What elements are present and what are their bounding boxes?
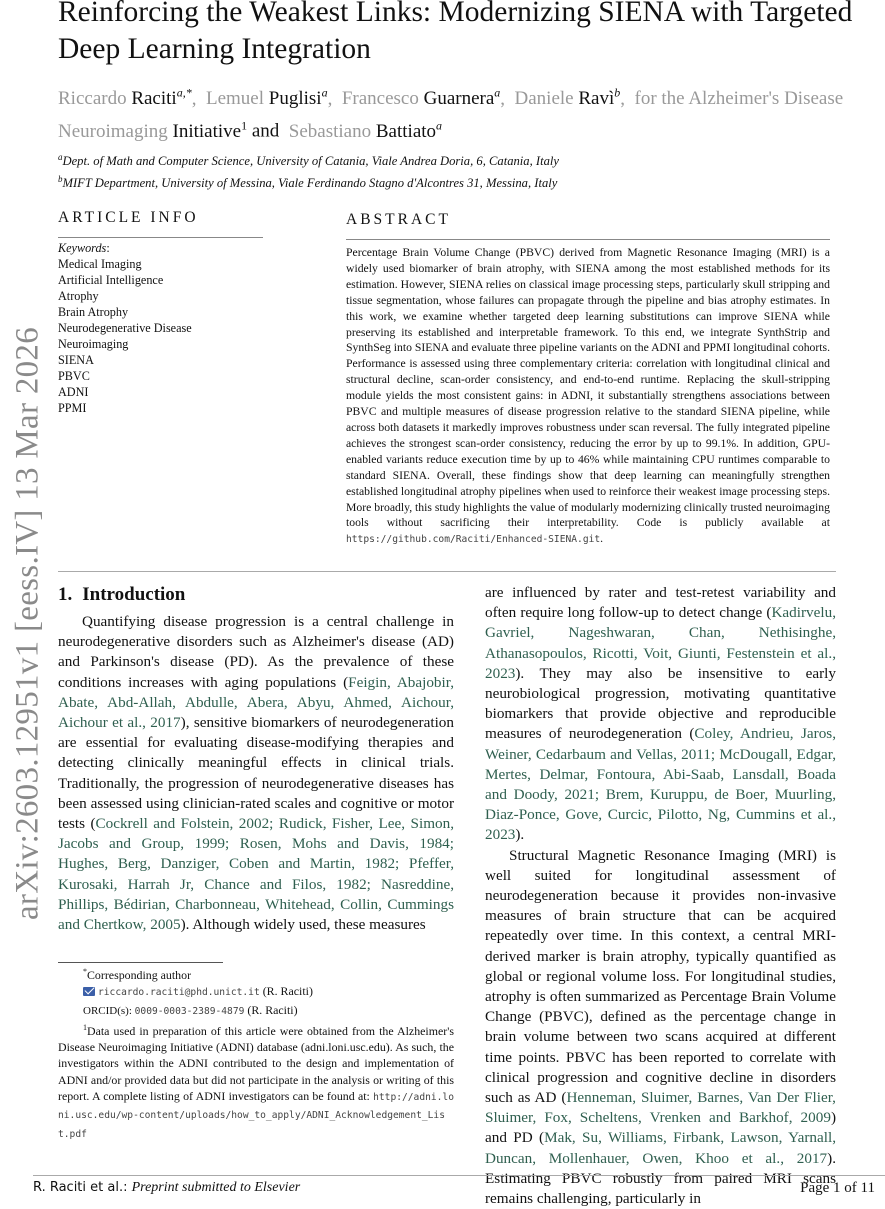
abstract-panel bbox=[346, 211, 830, 548]
code-repository-link[interactable]: https://github.com/Raciti/Enhanced-SIENA.git bbox=[346, 534, 601, 546]
intro-paragraph-1-continued: are influenced by rater and test-retest variability and often require long follow-up to detect change (Kadirvelu, Gavriel, Nageshwaran, Chan, Nethisinghe, Athanasopoulos, Ricotti, Voit, Giunti, Festenstein et al., 2023). They may also be insensitive to early neurobiological progression, motivating quantitative biomarkers that provide objective and reproducible measures of neurodegeneration (Coley, Andrieu, Jaros, Weiner, Cedarbaum and Vellas, 2011; McDougall, Edgar, Mertes, Delmar, Fontoura, Abi-Saab, Lansdall, Boada and Doody, 2021; Brem, Kuruppu, de Boer, Muurling, Diaz-Ponce, Gove, Curcic, Pilotto, Ng, Cummins et al., 2023). bbox=[485, 584, 836, 844]
authors-conjunction: and bbox=[251, 120, 280, 142]
keyword: Artificial Intelligence bbox=[58, 273, 164, 287]
abstract-body: Percentage Brain Volume Change (PBVC) derived from Magnetic Resonance Imaging (MRI) is a widely used biomarker of brain atrophy, with SIENA among the most established methods for its estimation. However, SIENA relies on classical image processing steps, particularly skull stripping and tissue segmentation, whose failures can propagate through the pipeline and bias atrophy estimates. In this work, we examine whether targeted deep learning substitutions can improve SIENA while preserving its established and interpretable framework. To this end, we integrate SynthStrip and SynthSeg into SIENA and evaluate three pipeline variants on the ADNI and PPMI longitudinal cohorts. Performance is assessed using three complementary criteria: correlation with longitudinal clinical and structural decline, scan-order consistency, and end-to-end runtime. Replacing the skull-stripping module yields the most consistent gains: in ADNI, it substantially strengthens associations between PBVC and multiple measures of disease progression relative to the standard SIENA pipeline, while across both datasets it markedly improves robustness under scan reversal. The fully integrated pipeline achieves the strongest scan-order consistency, reducing the error by up to 99.1%. In addition, GPU-enabled variants reduce execution time by up to 46% while maintaining CPU runtimes comparable to standard SIENA. Overall, these findings show that deep learning can meaningfully strengthen established longitudinal atrophy pipelines when used to reinforce their weakest image processing steps. More broadly, this study highlights the value of modularly modernizing clinically trusted neuroimaging tools without sacrificing their interpretability. Code is publicly available at https://github.com/Raciti/Enhanced-SIENA.git. bbox=[346, 246, 830, 546]
page-number: Page 1 of 11 bbox=[800, 1180, 875, 1196]
right-column bbox=[485, 583, 836, 1209]
author[interactable]: Francesco Guarnera$^a$ bbox=[341, 86, 501, 110]
author[interactable]: Lemuel Puglisi$^a$ bbox=[205, 86, 328, 110]
paper-title: Reinforcing the Weakest Links: Modernizing SIENA with Targeted Deep Learning Integration bbox=[58, 0, 853, 65]
citation-link[interactable]: Feigin, Abajobir, Abate, Abd-Allah, Abdulle, Abera, Abyu, Ahmed, Aichour, Aichour et al., 2017 bbox=[58, 673, 454, 732]
author[interactable]: Riccardo Raciti$^{a,*}$ bbox=[58, 86, 192, 110]
affiliation-b: $^b$MIFT Department, University of Messina, Viale Ferdinando Stagno d'Alcontres 31, Messina, Italy bbox=[58, 174, 558, 191]
footer-divider bbox=[33, 1175, 885, 1176]
arxiv-identifier-stamp: arXiv:2603.12951v1 [eess.IV] 13 Mar 2026 bbox=[9, 326, 46, 921]
abstract-heading: ABSTRACT bbox=[346, 211, 451, 228]
email-link[interactable]: riccardo.raciti@phd.unict.it bbox=[98, 987, 260, 999]
keywords-label: Keywords bbox=[58, 241, 107, 255]
keyword: Neurodegenerative Disease bbox=[58, 321, 192, 335]
footnotes bbox=[58, 964, 454, 1143]
affiliations bbox=[58, 148, 848, 192]
corresponding-author-note: *Corresponding author bbox=[83, 967, 192, 982]
keyword: Atrophy bbox=[58, 289, 99, 303]
author[interactable]: for the Alzheimer's Disease Neuroimaging Initiative$^1$ bbox=[58, 88, 844, 142]
citation-link[interactable]: Coley, Andrieu, Jaros, Weiner, Cedarbaum and Vellas, 2011; McDougall, Edgar, Mertes, Delmar, Fontoura, Abi-Saab, Lansdall, Boada and Doody, 2021; Brem, Kuruppu, de Boer, Muurling, Diaz-Ponce, Gove, Curcic, Pilotto, Ng, Cummins et al., 2023 bbox=[485, 725, 836, 844]
affiliation-a: $^a$Dept. of Math and Computer Science, University of Catania, Viale Andrea Doria, 6, Catania, Italy bbox=[58, 152, 559, 169]
author[interactable]: Sebastiano Battiato$^a$ bbox=[288, 118, 443, 142]
left-column bbox=[58, 583, 454, 935]
intro-paragraph-1: Quantifying disease progression is a central challenge in neurodegenerative disorders such as Alzheimer's disease (AD) and Parkinson's disease (PD). As the prevalence of these conditions increases with aging populations (Feigin, Abajobir, Abate, Abd-Allah, Abdulle, Abera, Abyu, Ahmed, Aichour, Aichour et al., 2017), sensitive biomarkers of neurodegeneration are essential for evaluating disease-modifying therapies and detecting clinically meaningful effects in clinical trials. Traditionally, the progression of neurodegenerative diseases has been assessed using clinician-rated scales and cognitive or motor tests (Cockrell and Folstein, 2002; Rudick, Fisher, Lee, Simon, Jacobs and Group, 1999; Rosen, Mohs and Davis, 1984; Hughes, Berg, Danziger, Coben and Martin, 1982; Pfeffer, Kurosaki, Harrah Jr, Chance and Filos, 1982; Nasreddine, Phillips, Bédirian, Charbonneau, Whitehead, Collin, Cummings and Chertkow, 2005). Although widely used, these measures bbox=[58, 613, 454, 934]
keyword: Brain Atrophy bbox=[58, 305, 129, 319]
footnote-divider bbox=[58, 962, 223, 963]
intro-paragraph-2: Structural Magnetic Resonance Imaging (MRI) is well suited for longitudinal assessment of neurodegeneration because it provides non-invasive measures of brain structure that can be acquired repeatedly over time. In this context, a central MRI-derived marker is brain atrophy, typically quantified as global or regional volume loss. For longitudinal studies, atrophy is often summarized as Percentage Brain Volume Change (PBVC), defined as the percentage change in brain volume between two scans acquired at different time points. PBVC has been reported to correlate with clinical progression and cognitive decline in disorders such as AD (Henneman, Sluimer, Barnes, Van Der Flier, Sluimer, Fox, Scheltens, Vrenken and Barkhof, 2009) and PD (Mak, Su, Williams, Firbank, Lawson, Yarnall, Duncan, Mollenhauer, Owen, Khoo et al., 2017). Estimating PBVC robustly from paired MRI scans remains challenging, particularly in bbox=[485, 846, 836, 1208]
keyword: PBVC bbox=[58, 369, 90, 383]
orcid-line: ORCID(s): 0009-0003-2389-4879 (R. Raciti) bbox=[83, 1002, 298, 1017]
keywords-list: Keywords: Medical Imaging Artificial Intelligence Atrophy Brain Atrophy Neurodegenerative Disease Neuroimaging SIENA PBVC ADNI PPMI bbox=[58, 240, 263, 416]
keyword: Neuroimaging bbox=[58, 337, 129, 351]
adni-acknowledgement-link[interactable]: http://adni.loni.usc.edu/wp-content/uploads/how_to_apply/ADNI_Acknowledgement_List.pdf bbox=[58, 1092, 454, 1140]
email-line: riccardo.raciti@phd.unict.it (R. Raciti) bbox=[58, 983, 454, 1001]
running-footer: R. Raciti et al.: Preprint submitted to Elsevier bbox=[33, 1180, 301, 1195]
orcid-link[interactable]: 0009-0003-2389-4879 bbox=[134, 1005, 245, 1017]
keyword: Medical Imaging bbox=[58, 257, 142, 271]
abstract-divider bbox=[346, 239, 830, 240]
author-list: Riccardo Raciti$^{a,*}$, Lemuel Puglisi$^a$, Francesco Guarnera$^a$, Daniele Ravì$^b$, for the Alzheimer's Disease Neuroimaging Initiative$^1$ and Sebastiano Battiato$^a$ bbox=[58, 86, 844, 142]
author[interactable]: Daniele Ravì$^b$ bbox=[514, 86, 621, 110]
citation-link[interactable]: Kadirvelu, Gavriel, Nageshwaran, Chan, Nethisinghe, Athanasopoulos, Ricotti, Voit, Giunti, Festenstein et al., 2023 bbox=[485, 604, 836, 682]
keyword: PPMI bbox=[58, 401, 87, 415]
footnote-1: $^1$Data used in preparation of this article were obtained from the Alzheimer's Disease Neuroimaging Initiative (ADNI) database (adni.loni.usc.edu). As such, the investigators within the ADNI contributed to the design and implementation of ADNI and/or provided data but did not participate in the analysis or writing of this report. A complete listing of ADNI investigators can be found at: http://adni.loni.usc.edu/wp-content/uploads/how_to_apply/ADNI_Acknowledgement_List.pdf bbox=[58, 1022, 454, 1140]
keyword: SIENA bbox=[58, 353, 94, 367]
citation-link[interactable]: Cockrell and Folstein, 2002; Rudick, Fisher, Lee, Simon, Jacobs and Group, 1999; Rosen, Mohs and Davis, 1984; Hughes, Berg, Danziger, Coben and Martin, 1982; Pfeffer, Kurosaki, Harrah Jr, Chance and Filos, 1982; Nasreddine, Phillips, Bédirian, Charbonneau, Whitehead, Collin, Cummings and Chertkow, 2005 bbox=[58, 815, 454, 934]
section-heading-introduction: 1. Introduction bbox=[58, 584, 186, 605]
article-info-heading: ARTICLE INFO bbox=[58, 209, 199, 226]
citation-link[interactable]: Henneman, Sluimer, Barnes, Van Der Flier, Sluimer, Fox, Scheltens, Vrenken and Barkhof, 2009 bbox=[485, 1089, 836, 1127]
article-info-divider bbox=[58, 237, 263, 238]
citation-link[interactable]: Mak, Su, Williams, Firbank, Lawson, Yarnall, Duncan, Mollenhauer, Owen, Khoo et al., 2017 bbox=[485, 1129, 836, 1167]
article-info-panel bbox=[58, 209, 263, 416]
keyword: ADNI bbox=[58, 385, 89, 399]
email-envelope-icon bbox=[83, 987, 95, 996]
section-divider bbox=[58, 571, 836, 572]
